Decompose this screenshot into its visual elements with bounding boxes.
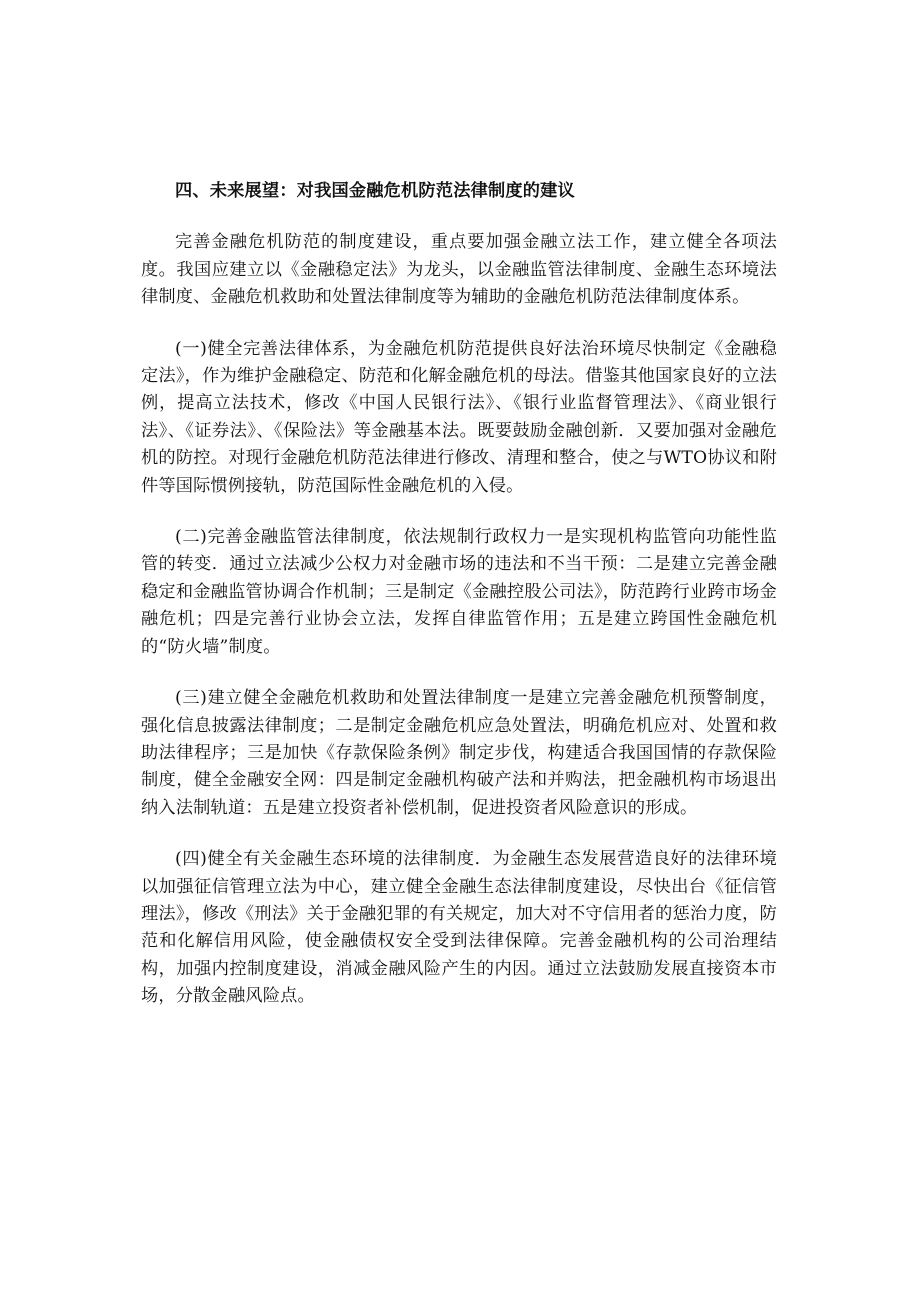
section-heading: 四、未来展望：对我国金融危机防范法律制度的建议 <box>175 181 575 201</box>
paragraph-legal-system: (一)健全完善法律体系，为金融危机防范提供良好法治环境尽快制定《金融稳定法》，作为维护金融稳定、防范和化解金融危机的母法。借鉴其他国家良好的立法例，提高立法技术，修改《中国人民银行法》、《银行业监督管理法》、《商业银行法》、《证券法》、《保险法》等金融基本法。既要鼓励金融创新．又要加强对金融危机的防控。对现行金融危机防范法律进行修改、清理和整合，使之与WTO协议和附件等国际惯例接轨，防范国际性金融危机的入侵。 <box>141 338 777 496</box>
paragraph-intro: 完善金融危机防范的制度建设，重点要加强金融立法工作，建立健全各项法度。我国应建立以《金融稳定法》为龙头，以金融监管法律制度、金融生态环境法律制度、金融危机救助和处置法律制度等为辅助的金融危机防范法律制度体系。 <box>141 232 777 308</box>
paragraph-supervision: (二)完善金融监管法律制度，依法规制行政权力一是实现机构监管向功能性监管的转变．通过立法减少公权力对金融市场的违法和不当干预：二是建立完善金融稳定和金融监管协调合作机制；三是制定《金融控股公司法》，防范跨行业跨市场金融危机；四是完善行业协会立法，发挥自律监管作用；五是建立跨国性金融危机的“防火墙”制度。 <box>141 527 777 657</box>
document-body <box>141 178 777 1035</box>
paragraph-crisis-rescue: (三)建立健全金融危机救助和处置法律制度一是建立完善金融危机预警制度，强化信息披露法律制度；二是制定金融危机应急处置法，明确危机应对、处置和救助法律程序；三是加快《存款保险条例》制定步伐，构建适合我国国情的存款保险制度，健全金融安全网：四是制定金融机构破产法和并购法，把金融机构市场退出纳入法制轨道：五是建立投资者补偿机制，促进投资者风险意识的形成。 <box>141 688 777 818</box>
paragraph-financial-ecology: (四)健全有关金融生态环境的法律制度．为金融生态发展营造良好的法律环境以加强征信管理立法为中心，建立健全金融生态法律制度建设，尽快出台《征信管理法》，修改《刑法》关于金融犯罪的有关规定，加大对不守信用者的惩治力度，防范和化解信用风险，使金融债权安全受到法律保障。完善金融机构的公司治理结构，加强内控制度建设，消减金融风险产生的内因。通过立法鼓励发展直接资本市场，分散金融风险点。 <box>141 849 777 1007</box>
